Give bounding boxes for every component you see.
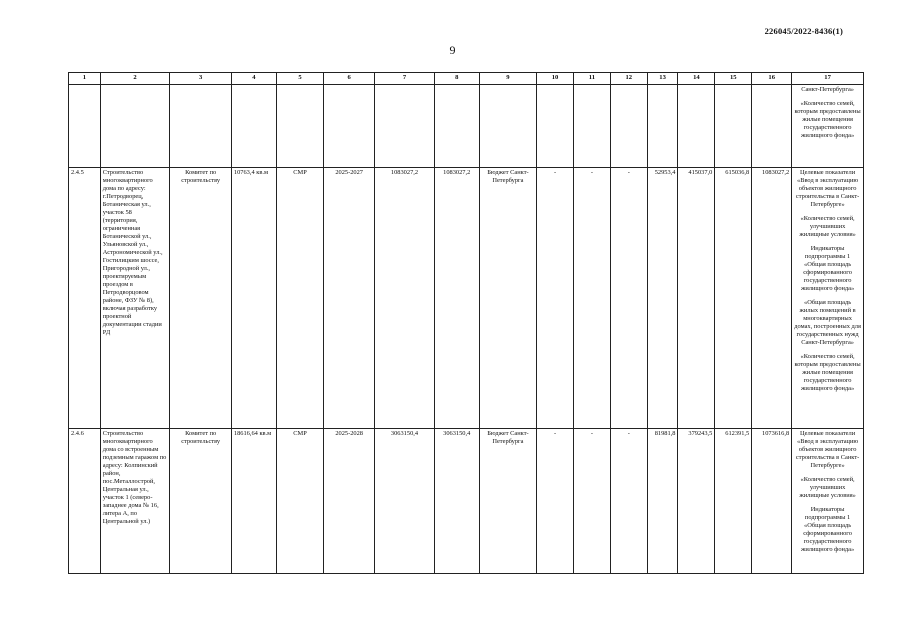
header-cell: 16 [752, 73, 792, 85]
work-type: СМР [276, 429, 323, 574]
col-13: 52953,4 [647, 168, 678, 429]
row-number: 2.4.6 [69, 429, 101, 574]
header-cell: 4 [231, 73, 276, 85]
header-cell: 17 [792, 73, 864, 85]
col-16: 1083027,2 [752, 168, 792, 429]
col-12: - [610, 429, 647, 574]
indicator-text: «Количество семей, которым предоставлены жилые помещения государственного жилищного фонда» [794, 100, 861, 139]
header-cell: 5 [276, 73, 323, 85]
page-number: 9 [449, 43, 456, 57]
cost: 1083027,2 [375, 168, 434, 429]
cost: 3063150,4 [375, 429, 434, 574]
col-12: - [610, 168, 647, 429]
indicators-cell [792, 168, 864, 429]
col-11: - [573, 168, 610, 429]
header-cell: 11 [573, 73, 610, 85]
header-cell: 6 [324, 73, 375, 85]
table-row-continued [69, 85, 864, 168]
row-number: 2.4.5 [69, 168, 101, 429]
program-table [68, 72, 864, 574]
header-row [69, 73, 864, 85]
header-cell: 2 [100, 73, 170, 85]
header-cell: 3 [170, 73, 231, 85]
indicator-text: «Количество семей, улучшивших жилищные условия» [799, 476, 856, 499]
indicators-cell [792, 429, 864, 574]
header-cell: 8 [434, 73, 479, 85]
indicator-text: Индикаторы подпрограммы 1 «Общая площадь сформированного государственного жилищного фонда» [800, 245, 855, 292]
indicator-text: «Количество семей, улучшивших жилищные условия» [799, 215, 856, 238]
object-name: Строительство многоквартирного дома по адресу: г.Петродворец, Ботаническая ул., участок 58 (территория, ограниченная Ботанической ул., Ульяновской ул., Астрономической ул., Гостилицким шоссе, Пригородной ул., проектируемым проездом в Петродворцовом районе, ФЗУ № 8), включая разработку проектной документации стадии РД [100, 168, 170, 429]
indicator-text: «Общая площадь жилых помещений в многоквартирных домах, построенных для государственных нужд Санкт-Петербурга» [794, 299, 861, 346]
work-type: СМР [276, 168, 323, 429]
col-14: 379243,5 [678, 429, 715, 574]
header-cell: 10 [537, 73, 574, 85]
indicator-text: «Количество семей, которым предоставлены жилые помещения государственного жилищного фонда» [794, 353, 861, 392]
capacity: 10763,4 кв.м [231, 168, 276, 429]
total: 3063150,4 [434, 429, 479, 574]
header-cell: 7 [375, 73, 434, 85]
funding-source: Бюджет Санкт-Петербурга [479, 429, 536, 574]
col-10: - [537, 168, 574, 429]
col-13: 81981,8 [647, 429, 678, 574]
period: 2025-2027 [324, 168, 375, 429]
header-cell: 14 [678, 73, 715, 85]
table-row [69, 429, 864, 574]
period: 2025-2028 [324, 429, 375, 574]
indicator-text: Целевые показатели «Ввод в эксплуатацию объектов жилищного строительства в Санкт-Петербурге» [795, 169, 860, 208]
capacity: 18616,64 кв.м [231, 429, 276, 574]
indicator-text: Целевые показатели «Ввод в эксплуатацию объектов жилищного строительства в Санкт-Петербурге» [795, 430, 860, 469]
table-row [69, 168, 864, 429]
col-15: 612391,5 [715, 429, 752, 574]
header-cell: 15 [715, 73, 752, 85]
executor: Комитет по строительству [170, 429, 231, 574]
col-11: - [573, 429, 610, 574]
col-16: 1073616,8 [752, 429, 792, 574]
col-10: - [537, 429, 574, 574]
col-14: 415037,0 [678, 168, 715, 429]
header-cell: 13 [647, 73, 678, 85]
header-cell: 1 [69, 73, 101, 85]
col-15: 615036,8 [715, 168, 752, 429]
indicator-text: Индикаторы подпрограммы 1 «Общая площадь сформированного государственного жилищного фонда» [800, 506, 855, 553]
executor: Комитет по строительству [170, 168, 231, 429]
object-name: Строительство многоквартирного дома со встроенным подземным гаражом по адресу: Колпинский район, пос.Металлострой, Центральная ул., участок 1 (северо-западнее дома № 16, литера А, по Центральной ул.) [100, 429, 170, 574]
header-cell: 12 [610, 73, 647, 85]
funding-source: Бюджет Санкт-Петербурга [479, 168, 536, 429]
indicator-text: Санкт-Петербурга» [801, 86, 854, 93]
document-number: 226045/2022-8436(1) [764, 26, 843, 36]
header-cell: 9 [479, 73, 536, 85]
total: 1083027,2 [434, 168, 479, 429]
indicators-cell [792, 85, 864, 168]
